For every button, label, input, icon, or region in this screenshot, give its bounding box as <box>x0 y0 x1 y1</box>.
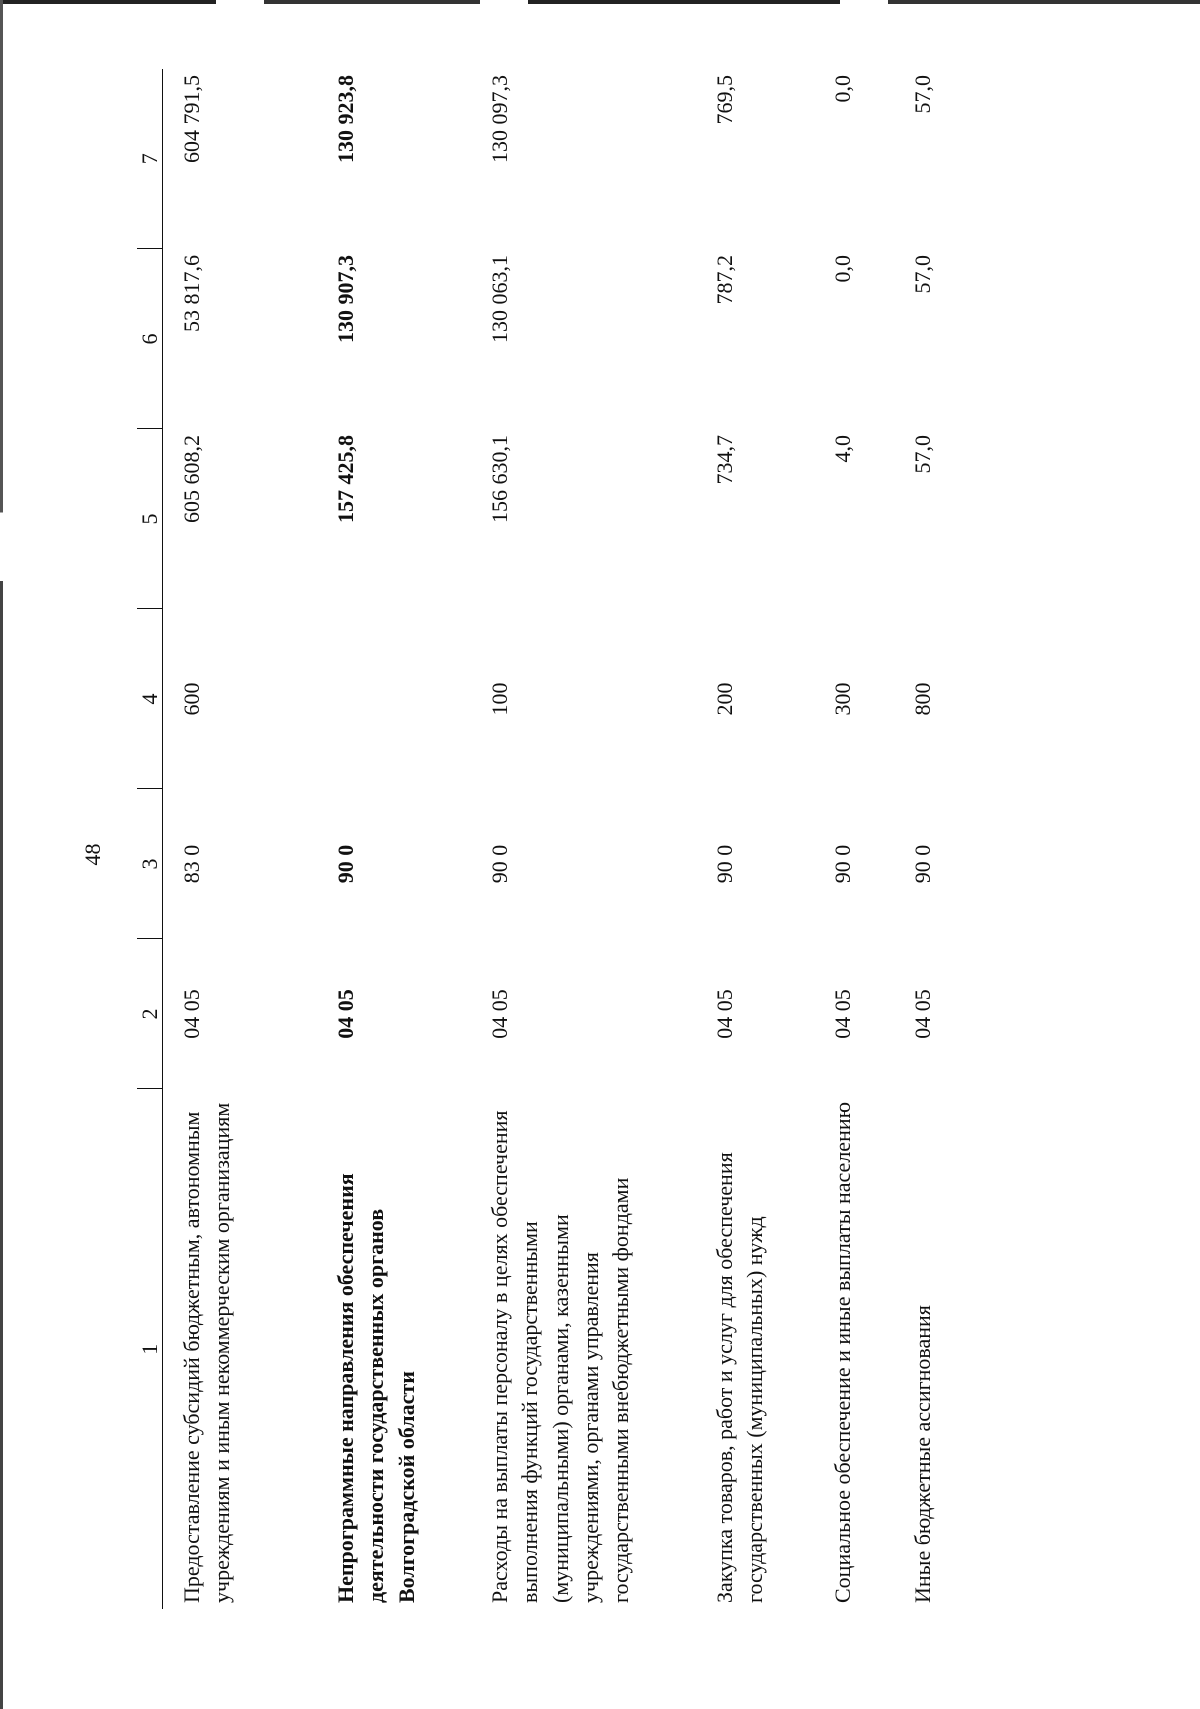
table-row <box>317 69 471 1609</box>
row-col6: 787,2 <box>712 255 737 305</box>
row-expense-type: 100 <box>487 682 512 716</box>
row-col7: 130 923,8 <box>333 75 358 163</box>
row-target: 90 0 <box>333 844 358 884</box>
row-col6: 0,0 <box>830 255 855 283</box>
header-col-1: 1 <box>137 1089 163 1609</box>
header-col-7: 7 <box>137 69 163 249</box>
page-number: 48 <box>80 843 105 866</box>
row-section: 04 05 <box>487 989 512 1039</box>
row-col6: 130 063,1 <box>487 255 512 343</box>
row-expense-type: 300 <box>830 682 855 716</box>
row-col6: 57,0 <box>910 255 935 294</box>
header-row <box>137 69 163 1609</box>
budget-table <box>137 69 968 1609</box>
row-col5: 4,0 <box>830 435 855 463</box>
row-expense-type <box>317 609 471 789</box>
row-col6: 53 817,6 <box>179 255 204 332</box>
table-row <box>894 69 968 1609</box>
row-col5: 157 425,8 <box>333 435 358 523</box>
row-col5: 605 608,2 <box>179 435 204 523</box>
table-row <box>814 69 894 1609</box>
row-name: Предоставление субсидий бюджетным, автономным учреждениям и иным некоммерческим организациям <box>179 1102 235 1603</box>
row-name: Иные бюджетные ассигнования <box>910 1305 935 1603</box>
header-col-2: 2 <box>137 939 163 1089</box>
header-col-3: 3 <box>137 789 163 939</box>
row-name: Непрограммные направления обеспечения деятельности государственных органов Волгоградской области <box>333 1173 419 1603</box>
row-col5: 156 630,1 <box>487 435 512 523</box>
table-row <box>471 69 696 1609</box>
row-section: 04 05 <box>333 989 358 1039</box>
row-name: Расходы на выплаты персоналу в целях обеспечения выполнения функций государственными (муниципальными) органами, казенными учреждениями, органами управления государственными внебюджетными фондами <box>487 1110 634 1603</box>
row-col7: 604 791,5 <box>179 75 204 163</box>
row-col5: 57,0 <box>910 435 935 474</box>
header-col-6: 6 <box>137 249 163 429</box>
row-col6: 130 907,3 <box>333 255 358 343</box>
row-col7: 769,5 <box>712 75 737 125</box>
row-target: 83 0 <box>179 844 204 884</box>
row-target: 90 0 <box>487 844 512 884</box>
row-name: Социальное обеспечение и иные выплаты населению <box>830 1101 855 1603</box>
row-expense-type: 200 <box>712 682 737 716</box>
header-col-4: 4 <box>137 609 163 789</box>
row-col7: 130 097,3 <box>487 75 512 163</box>
row-expense-type: 600 <box>179 682 204 716</box>
row-section: 04 05 <box>712 989 737 1039</box>
row-col7: 0,0 <box>830 75 855 103</box>
header-col-5: 5 <box>137 429 163 609</box>
row-expense-type: 800 <box>910 682 935 716</box>
row-col5: 734,7 <box>712 435 737 485</box>
row-target: 90 0 <box>830 844 855 884</box>
row-section: 04 05 <box>179 989 204 1039</box>
row-section: 04 05 <box>830 989 855 1039</box>
row-name: Закупка товаров, работ и услуг для обеспечения государственных (муниципальных) нужд <box>712 1152 768 1603</box>
row-target: 90 0 <box>910 844 935 884</box>
row-target: 90 0 <box>712 844 737 884</box>
row-section: 04 05 <box>910 989 935 1039</box>
table-row <box>696 69 814 1609</box>
row-col7: 57,0 <box>910 75 935 114</box>
table-row <box>163 69 318 1609</box>
